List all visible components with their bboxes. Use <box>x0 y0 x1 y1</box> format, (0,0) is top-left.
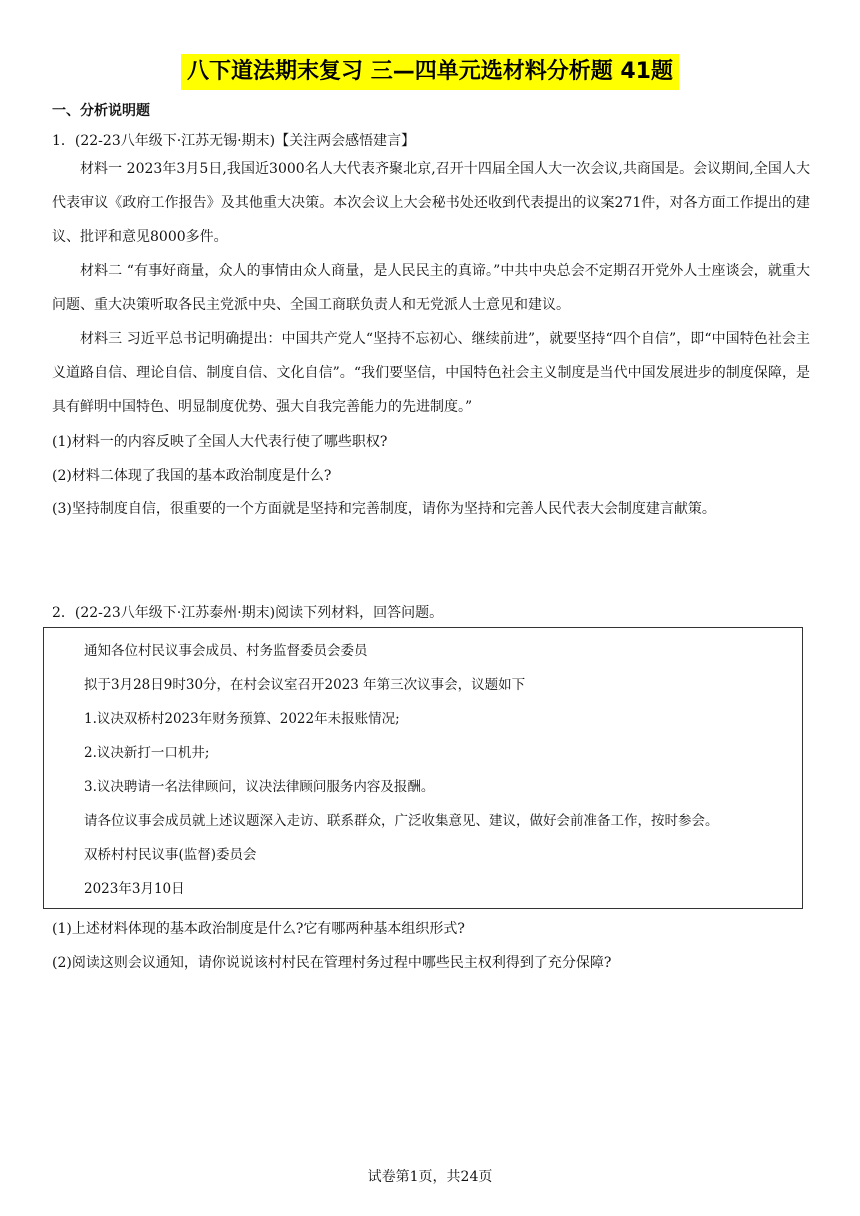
notice-line: 2.议决新打一口机井; <box>84 745 210 761</box>
q1-question-2: (2)材料二体现了我国的基本政治制度是什么? <box>52 468 332 484</box>
notice-box <box>43 627 803 909</box>
notice-line: 双桥村村民议事(监督)委员会 <box>84 847 257 863</box>
question-2-header: 2．(22-23八年级下·江苏泰州·期末)阅读下列材料，回答问题。 <box>52 605 444 621</box>
q2-question-1: (1)上述材料体现的基本政治制度是什么?它有哪两种基本组织形式? <box>52 921 465 937</box>
notice-line: 通知各位村民议事会成员、村务监督委员会委员 <box>84 643 368 659</box>
q1-material-3: 材料三 习近平总书记明确提出：中国共产党人“坚持不忘初心、继续前进”，就要坚持“四个自信”，即“中国特色社会主义道路自信、理论自信、制度自信、文化自信”。“我们要坚信，中国特色社会主义制度是当代中国发展进步的制度保障，是具有鲜明中国特色、明显制度优势、强大自我完善能力的先进制度。” <box>52 331 810 415</box>
notice-line: 3.议决聘请一名法律顾问，议决法律顾问服务内容及报酬。 <box>84 779 435 795</box>
notice-line: 1.议决双桥村2023年财务预算、2022年未报账情况; <box>84 711 400 727</box>
document-title: 八下道法期末复习 三—四单元选材料分析题 41题 <box>181 54 679 90</box>
q1-material-1: 材料一 2023年3月5日,我国近3000名人大代表齐聚北京,召开十四届全国人大一次会议,共商国是。会议期间,全国人大代表审议《政府工作报告》及其他重大决策。本次会议上大会秘书处还收到代表提出的议案271件，对各方面工作提出的建议、批评和意见8000多件。 <box>52 161 810 245</box>
notice-line: 2023年3月10日 <box>84 881 185 897</box>
page-footer: 试卷第1页，共24页 <box>367 1169 493 1185</box>
notice-line: 请各位议事会成员就上述议题深入走访、联系群众，广泛收集意见、建议，做好会前准备工作，按时参会。 <box>84 813 719 829</box>
section-heading: 一、分析说明题 <box>52 103 150 119</box>
q1-question-1: (1)材料一的内容反映了全国人大代表行使了哪些职权? <box>52 434 388 450</box>
title-wrap <box>0 54 860 90</box>
notice-line: 拟于3月28日9时30分，在村会议室召开2023 年第三次议事会，议题如下 <box>84 677 526 693</box>
q1-question-3: (3)坚持制度自信，很重要的一个方面就是坚持和完善制度，请你为坚持和完善人民代表大会制度建言献策。 <box>52 501 716 517</box>
q2-question-2: (2)阅读这则会议通知，请你说说该村村民在管理村务过程中哪些民主权利得到了充分保障? <box>52 955 612 971</box>
question-1-header: 1．(22-23八年级下·江苏无锡·期末)【关注两会感悟建言】 <box>52 133 416 149</box>
q1-material-2: 材料二 “有事好商量，众人的事情由众人商量，是人民民主的真谛。”中共中央总会不定期召开党外人士座谈会，就重大问题、重大决策听取各民主党派中央、全国工商联负责人和无党派人士意见和建议。 <box>52 263 810 313</box>
